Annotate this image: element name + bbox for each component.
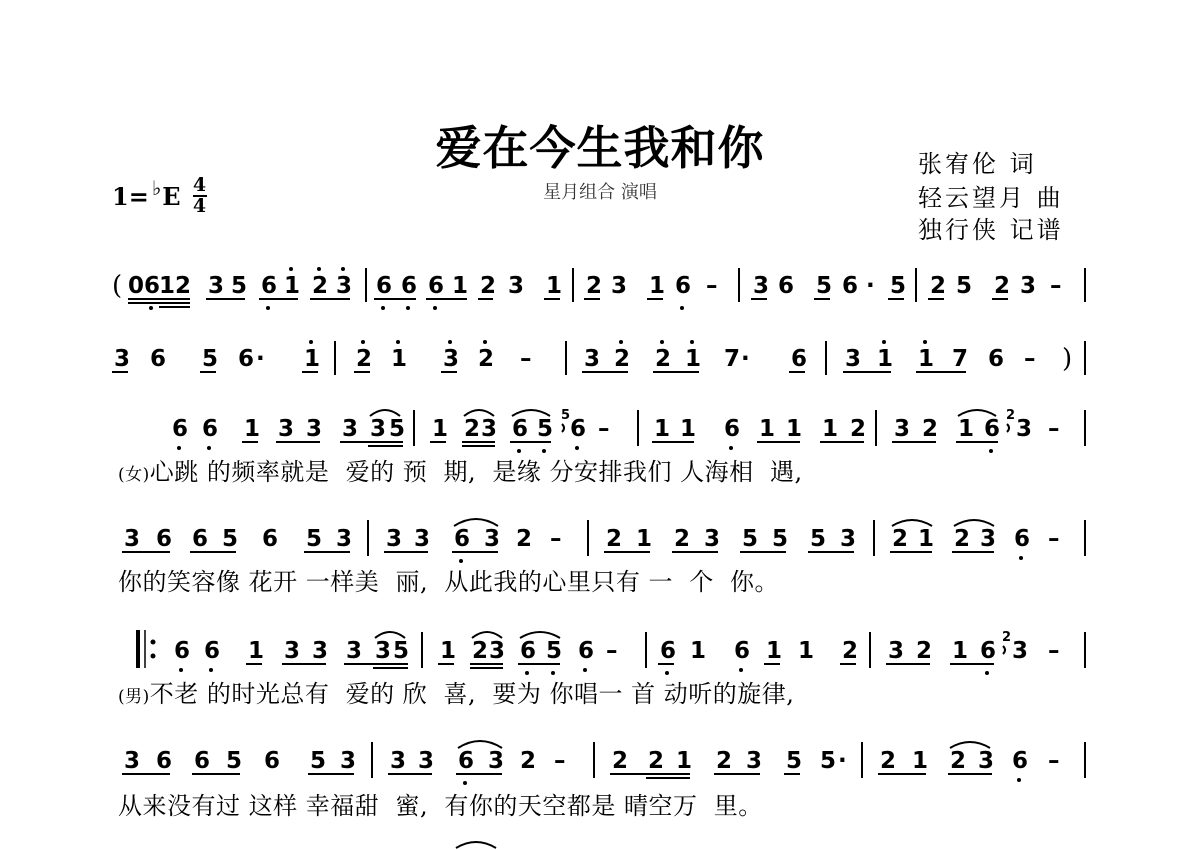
note-glyph: 6 <box>660 638 677 664</box>
note-glyph: 3 <box>894 416 911 442</box>
note-glyph: 1 <box>440 638 457 664</box>
note-glyph: 1 <box>918 346 935 372</box>
grace-note: 2 <box>1006 408 1016 423</box>
note-glyph: – <box>554 748 566 774</box>
note-glyph: 3 <box>1020 273 1037 299</box>
meter-top: 4 <box>192 174 207 196</box>
note-glyph: 6 <box>150 346 167 372</box>
note-glyph: 6 <box>791 346 808 372</box>
note-glyph: 2 <box>516 526 533 552</box>
note-glyph: 6 <box>144 273 161 299</box>
note-glyph: – <box>1024 346 1036 372</box>
note-glyph: 6 <box>675 273 692 299</box>
note-glyph: 5 <box>786 748 803 774</box>
note-glyph: 1 <box>680 416 697 442</box>
note-glyph: 1 <box>546 273 563 299</box>
note-glyph: 3 <box>978 748 995 774</box>
note-glyph: 6 <box>1014 526 1031 552</box>
note-glyph: 3 <box>370 416 387 442</box>
note-glyph: 6 <box>734 638 751 664</box>
note-glyph: 2 <box>916 638 933 664</box>
note-glyph: 1 <box>822 416 839 442</box>
notation-row-1 <box>0 262 1200 310</box>
note-glyph: 6 <box>458 748 475 774</box>
note-glyph: · <box>256 346 265 372</box>
note-glyph: – <box>1048 748 1060 774</box>
lyricist-credit: 张宥伦 词 <box>918 150 1037 178</box>
note-glyph: 5 <box>306 526 323 552</box>
performer-credit: 星月组合 演唱 <box>543 182 657 203</box>
note-glyph: 1 <box>918 526 935 552</box>
note-glyph: 1 <box>284 273 301 299</box>
note-glyph: 0 <box>128 273 145 299</box>
note-glyph: 2 <box>606 526 623 552</box>
composer-credit: 轻云望月 曲 <box>918 184 1064 212</box>
note-glyph: – <box>1048 638 1060 664</box>
note-glyph: 7 <box>952 346 969 372</box>
note-glyph: 2 <box>994 273 1011 299</box>
key-signature <box>112 176 207 216</box>
note-glyph: 6 <box>174 638 191 664</box>
note-glyph: 6 <box>192 526 209 552</box>
note-glyph: 6 <box>194 748 211 774</box>
note-glyph: 1 <box>432 416 449 442</box>
note-glyph: 6 <box>570 416 587 442</box>
note-glyph: 2 <box>312 273 329 299</box>
note-glyph: – <box>598 416 610 442</box>
time-signature <box>192 174 207 217</box>
lyric-text-3: 不老 的时光总有 爱的 欣 喜, 要为 你唱一 首 动听的旋律, <box>149 680 795 708</box>
note-glyph: – <box>520 346 532 372</box>
note-glyph: 3 <box>980 526 997 552</box>
lyric-line-4: 从来没有过 这样 幸福甜 蜜, 有你的天空都是 晴空万 里。 <box>118 792 763 820</box>
note-glyph: 3 <box>312 638 329 664</box>
note-glyph: 3 <box>489 638 506 664</box>
note-glyph: 3 <box>390 748 407 774</box>
note-glyph: 3 <box>114 346 131 372</box>
lyric-line-2: 你的笑容像 花开 一样美 丽, 从此我的心里只有 一 个 你。 <box>118 568 780 596</box>
note-glyph: 6 <box>264 748 281 774</box>
note-glyph: 1 <box>912 748 929 774</box>
note-glyph: 6 <box>578 638 595 664</box>
notation-row-6 <box>0 736 1200 786</box>
note-glyph: 6 <box>172 416 189 442</box>
note-glyph: 1 <box>958 416 975 442</box>
note-glyph: 5 <box>389 416 406 442</box>
note-glyph: 2 <box>930 273 947 299</box>
note-glyph: 2 <box>478 346 495 372</box>
note-glyph: · <box>866 273 875 299</box>
note-glyph: 3 <box>386 526 403 552</box>
note-glyph: 6 <box>204 638 221 664</box>
note-glyph: 6 <box>988 346 1005 372</box>
note-glyph: 3 <box>336 526 353 552</box>
notation-row-2 <box>0 335 1200 383</box>
note-glyph: 2 <box>716 748 733 774</box>
note-glyph: 1 <box>159 273 176 299</box>
note-glyph: – <box>706 273 718 299</box>
intro-parenthesis: ) <box>1062 344 1073 374</box>
note-glyph: – <box>1050 273 1062 299</box>
note-glyph: 1 <box>304 346 321 372</box>
grace-note: 5 <box>561 408 571 423</box>
note-glyph: 2 <box>655 346 672 372</box>
note-glyph: 5 <box>310 748 327 774</box>
note-glyph: 1 <box>654 416 671 442</box>
note-glyph: 1 <box>952 638 969 664</box>
note-glyph: – <box>1048 416 1060 442</box>
note-glyph: 3 <box>1012 638 1029 664</box>
note-glyph: 1 <box>786 416 803 442</box>
note-glyph: 6 <box>454 526 471 552</box>
note-glyph: – <box>550 526 562 552</box>
note-glyph: 5 <box>816 273 833 299</box>
transcriber-credit: 独行侠 记谱 <box>918 216 1064 244</box>
note-glyph: 3 <box>208 273 225 299</box>
repeat-dots <box>151 640 156 659</box>
note-glyph: 1 <box>798 638 815 664</box>
note-glyph: – <box>606 638 618 664</box>
note-glyph: 2 <box>464 416 481 442</box>
note-glyph: 2 <box>520 748 537 774</box>
note-glyph: 6 <box>156 526 173 552</box>
note-glyph: 1 <box>690 638 707 664</box>
notation-row-7-partial <box>0 838 1200 850</box>
note-glyph: 3 <box>1016 416 1033 442</box>
note-glyph: 5 <box>231 273 248 299</box>
note-glyph: 3 <box>840 526 857 552</box>
note-glyph: 2 <box>612 748 629 774</box>
lyric-text-1: 心跳 的频率就是 爱的 预 期, 是缘 分安排我们 人海相 遇, <box>149 458 803 486</box>
note-glyph: · <box>741 346 750 372</box>
note-glyph: 3 <box>336 273 353 299</box>
note-glyph: 2 <box>175 273 192 299</box>
meter-bottom: 4 <box>192 195 207 217</box>
note-glyph: 3 <box>845 346 862 372</box>
note-glyph: 5 <box>226 748 243 774</box>
note-glyph: 5 <box>772 526 789 552</box>
note-glyph: 2 <box>356 346 373 372</box>
lyric-line-1 <box>118 452 1200 488</box>
note-glyph: 7 <box>724 346 741 372</box>
note-glyph: 3 <box>508 273 525 299</box>
note-glyph: 1 <box>685 346 702 372</box>
note-glyph: 3 <box>704 526 721 552</box>
note-glyph: 3 <box>753 273 770 299</box>
note-glyph: 3 <box>888 638 905 664</box>
note-glyph: 2 <box>674 526 691 552</box>
note-glyph: 3 <box>284 638 301 664</box>
note-glyph: 3 <box>488 748 505 774</box>
key-prefix: 1= <box>112 181 149 211</box>
note-glyph: 5 <box>956 273 973 299</box>
note-glyph: 3 <box>611 273 628 299</box>
note-glyph: 2 <box>892 526 909 552</box>
grace-note: 2 <box>1002 630 1012 645</box>
note-glyph: 5 <box>393 638 410 664</box>
note-glyph: 2 <box>842 638 859 664</box>
note-glyph: 3 <box>418 748 435 774</box>
note-glyph: 3 <box>124 526 141 552</box>
note-glyph: 1 <box>676 748 693 774</box>
note-glyph: 6 <box>238 346 255 372</box>
note-glyph: 5 <box>222 526 239 552</box>
lyric-line-3 <box>118 674 1200 710</box>
note-glyph: 2 <box>850 416 867 442</box>
note-glyph: 6 <box>980 638 997 664</box>
note-glyph: 3 <box>484 526 501 552</box>
note-glyph: 3 <box>124 748 141 774</box>
note-glyph: 5 <box>537 416 554 442</box>
note-glyph: – <box>1048 526 1060 552</box>
note-glyph: 5 <box>202 346 219 372</box>
notation-row-3 <box>0 404 1200 454</box>
note-glyph: 2 <box>950 748 967 774</box>
note-glyph: 5 <box>890 273 907 299</box>
note-glyph: 3 <box>443 346 460 372</box>
note-glyph: 5 <box>546 638 563 664</box>
note-glyph: · <box>838 748 847 774</box>
note-glyph: 2 <box>586 273 603 299</box>
note-glyph: 1 <box>759 416 776 442</box>
note-glyph: 6 <box>520 638 537 664</box>
note-glyph: 6 <box>512 416 529 442</box>
song-title: 爱在今生我和你 <box>435 121 765 175</box>
note-glyph: 6 <box>724 416 741 442</box>
note-glyph: 2 <box>480 273 497 299</box>
note-glyph: 2 <box>922 416 939 442</box>
note-glyph: 6 <box>376 273 393 299</box>
note-glyph: 2 <box>880 748 897 774</box>
note-glyph: 6 <box>202 416 219 442</box>
note-glyph: 3 <box>414 526 431 552</box>
note-glyph: 1 <box>649 273 666 299</box>
note-glyph: 3 <box>481 416 498 442</box>
note-glyph: 3 <box>346 638 363 664</box>
note-glyph: 2 <box>954 526 971 552</box>
note-glyph: 2 <box>648 748 665 774</box>
note-glyph: 6 <box>156 748 173 774</box>
note-glyph: 6 <box>428 273 445 299</box>
intro-parenthesis: ( <box>112 271 123 301</box>
note-glyph: 6 <box>401 273 418 299</box>
note-glyph: 1 <box>244 416 261 442</box>
note-glyph: 5 <box>810 526 827 552</box>
note-glyph: 3 <box>340 748 357 774</box>
note-glyph: 1 <box>877 346 894 372</box>
note-glyph: 1 <box>636 526 653 552</box>
singer-label-male: (男) <box>118 687 150 707</box>
note-glyph: 6 <box>842 273 859 299</box>
note-glyph: 2 <box>472 638 489 664</box>
note-glyph: 5 <box>742 526 759 552</box>
note-glyph: 6 <box>1012 748 1029 774</box>
singer-label-female: (女) <box>118 465 150 485</box>
note-glyph: 6 <box>778 273 795 299</box>
note-glyph: 1 <box>766 638 783 664</box>
note-glyph: 2 <box>614 346 631 372</box>
note-glyph: 6 <box>261 273 278 299</box>
note-glyph: 1 <box>248 638 265 664</box>
note-glyph: 3 <box>375 638 392 664</box>
notation-row-4 <box>0 514 1200 564</box>
note-glyph: 6 <box>262 526 279 552</box>
flat-sign: ♭ <box>151 176 162 200</box>
note-glyph: 3 <box>342 416 359 442</box>
key-note: E <box>162 181 181 211</box>
notation-row-5 <box>0 626 1200 676</box>
note-glyph: 3 <box>306 416 323 442</box>
note-glyph: 1 <box>452 273 469 299</box>
note-glyph: 6 <box>984 416 1001 442</box>
note-glyph: 3 <box>584 346 601 372</box>
note-glyph: 3 <box>746 748 763 774</box>
note-glyph: 1 <box>391 346 408 372</box>
note-glyph: 3 <box>278 416 295 442</box>
note-glyph: 5 <box>820 748 837 774</box>
